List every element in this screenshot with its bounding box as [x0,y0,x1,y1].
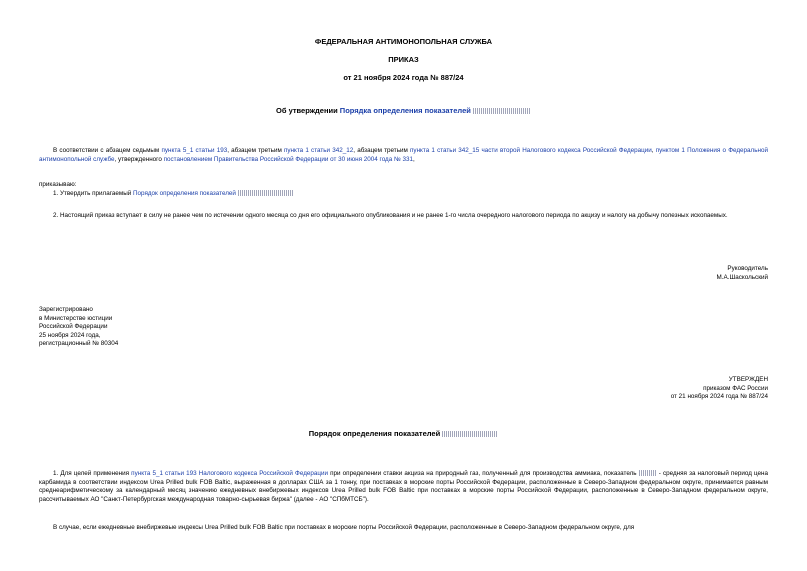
approved-line: от 21 ноября 2024 года № 887/24 [670,393,768,400]
formula-image [442,431,498,437]
p1-text: - средняя за налоговый период цена карбамида в соответствии индексом Urea Prilled bulk FOB Baltic, выраженная в долларах США за 1 тонну, при поставках в морские порты Российской Федерации, расположенные в Северо-Западном федеральном округе, принимается равным среднеарифметическому за календарный месяц значению ежедневных внебиржевых индексов Urea Prilled bulk FOB Baltic при поставках в морские порты Российской Федерации, расположенные в Северо-Западном федеральном округе, рассчитываемых АО "Санкт-Петербургская международная товарно-сырьевая биржа" (далее - АО "СПбМТСБ"). [39,470,769,503]
p1-text: 1. Для целей применения [53,470,132,477]
item1-text: 1. Утвердить прилагаемый [53,190,134,197]
link-article-193[interactable]: пункта 5_1 статьи 193 [161,147,228,154]
link-fas-regulation[interactable]: пунктом 1 Положения о Федеральной антимонопольной службе [39,147,768,163]
preamble-text: , абзацем третьим [227,147,284,154]
registration-line: 25 ноября 2024 года, [39,331,101,339]
formula-image [473,108,531,114]
registration-line: регистрационный № 80304 [39,340,119,347]
preamble-text: , утвержденного [114,155,164,163]
formula-image [639,470,657,476]
order-item-1 [53,190,294,199]
procedure-paragraph-1 [39,470,768,504]
p1-text: при определении ставки акциза на природный газ, полученный для производства аммиака, показатель [328,470,637,477]
doc-date-number: от 21 ноября 2024 года № 887/24 [343,73,464,82]
link-procedure[interactable]: Порядок определения показателей [133,190,236,197]
preamble-text: В соответствии с абзацем седьмым [53,147,162,154]
approved-line: приказом ФАС России [703,384,768,392]
approved-block [671,376,768,402]
doc-subject [0,106,807,116]
procedure-title [0,429,807,439]
agency-title: ФЕДЕРАЛЬНАЯ АНТИМОНОПОЛЬНАЯ СЛУЖБА [314,37,493,46]
preamble-text: , [651,147,656,154]
registration-line: Зарегистрировано [39,306,93,313]
signature-name: М.А.Шаскольский [716,274,768,281]
link-article-193-nk[interactable]: пункта 5_1 статьи 193 Налогового кодекса Российской Федерации [131,470,329,477]
preamble-text: , абзацем третьим [353,147,411,154]
order-item-2: 2. Настоящий приказ вступает в силу не ранее чем по истечении одного месяца со дня его официального опубликования и не ранее 1-го числа очередного налогового периода по акцизу и налогу на добычу полезных ископаемых. [53,212,728,219]
formula-image [238,190,294,196]
order-word: приказываю: [39,181,77,188]
link-article-342-12[interactable]: пункта 1 статьи 342_12 [283,147,354,154]
preamble-text: , [413,155,415,163]
subject-link[interactable]: Порядка определения показателей [339,106,471,115]
signature-role: Руководитель [727,265,768,272]
procedure-paragraph-2: В случае, если ежедневные внебиржевые индексы Urea Prilled bulk FOB Baltic при поставках в морские порты Российской Федерации, расположенные в Северо-Западном федеральном округе, для [53,524,635,531]
link-article-342-15[interactable]: пункта 1 статьи 342_15 части второй Налогового кодекса Российской Федерации [410,147,652,154]
registration-line: Российской Федерации [39,323,108,330]
link-government-decree[interactable]: постановлением Правительства Российской Федерации от 30 июня 2004 года № 331 [163,155,413,163]
registration-line: в Министерстве юстиции [39,314,113,322]
subject-prefix: Об утверждении [276,106,340,115]
preamble-paragraph [39,147,768,164]
approved-line: УТВЕРЖДЕН [728,376,768,383]
procedure-title-text: Порядок определения показателей [308,429,441,438]
doc-type: ПРИКАЗ [388,55,419,64]
registration-block [39,306,118,349]
